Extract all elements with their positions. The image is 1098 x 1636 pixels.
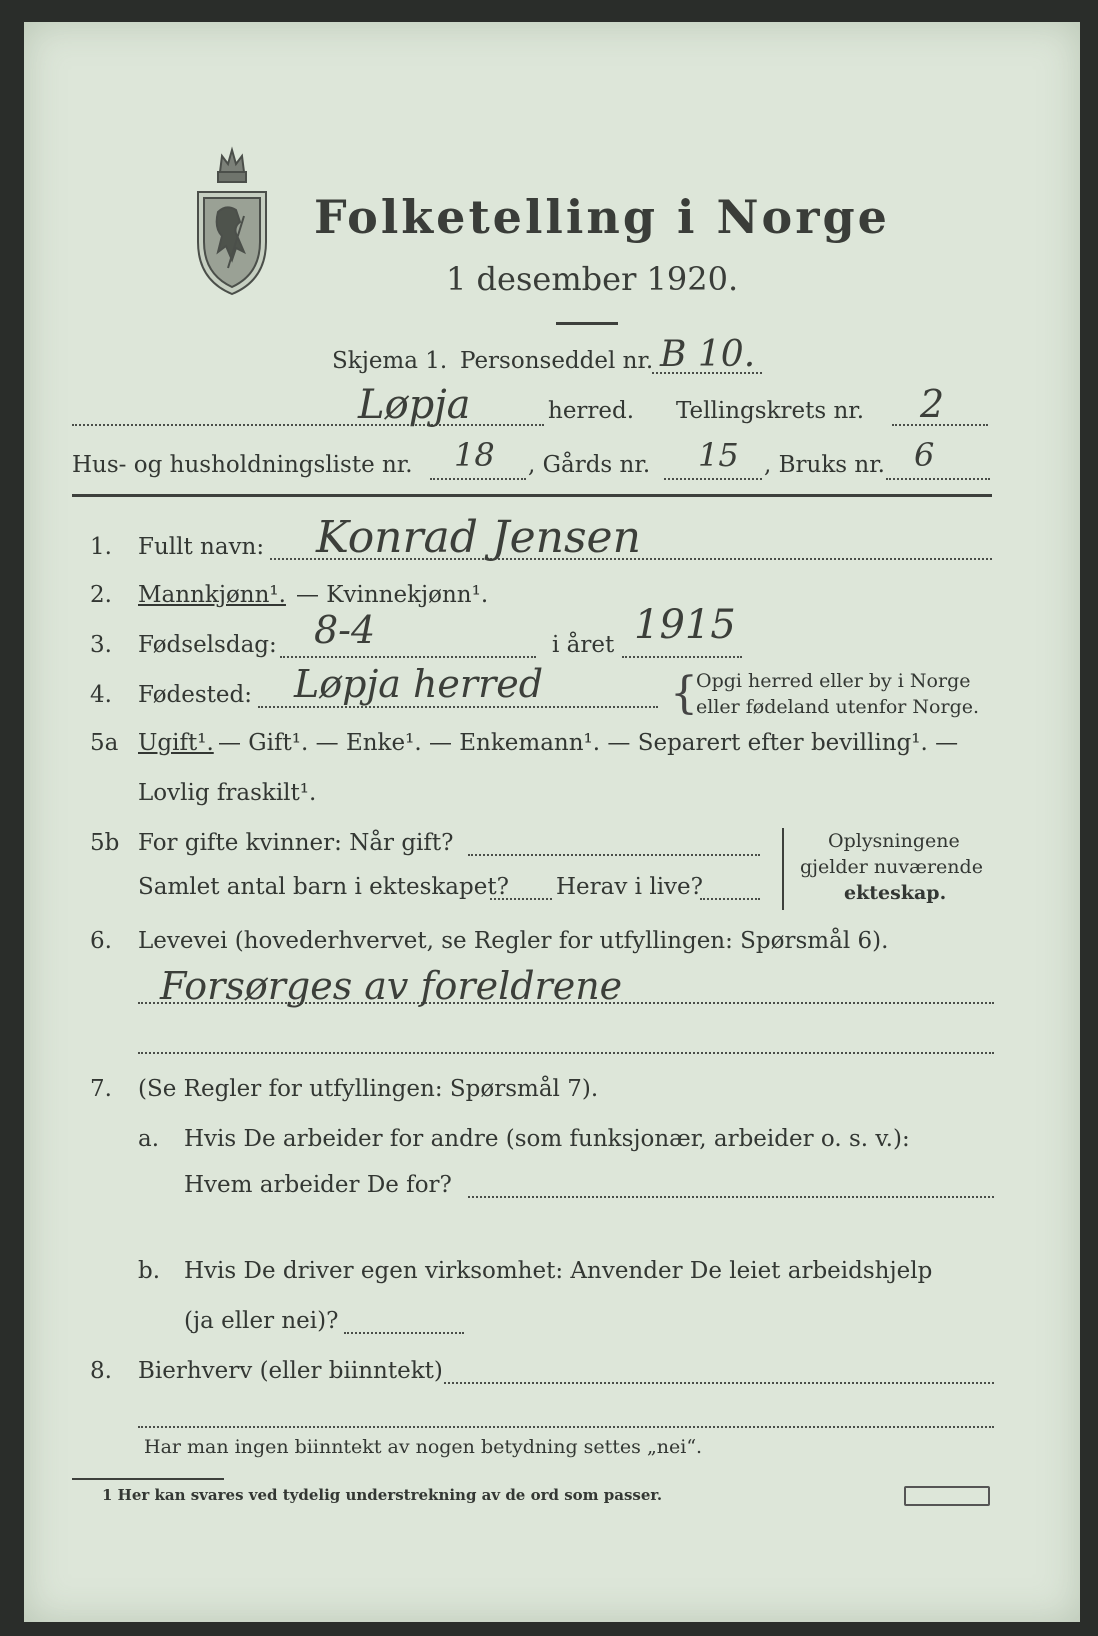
q7b-line2: (ja eller nei)? <box>184 1308 339 1334</box>
gards-value[interactable]: 15 <box>698 436 739 474</box>
gards-line <box>664 478 762 480</box>
q7b-line1: Hvis De driver egen virksomhet: Anvender De leiet arbeidshjelp <box>184 1258 933 1284</box>
census-form-sheet <box>24 22 1080 1622</box>
birthyear-value[interactable]: 1915 <box>634 602 736 648</box>
herred-label: herred. <box>548 398 635 424</box>
q2-number: 2. <box>90 582 112 608</box>
coat-of-arms-icon <box>192 142 272 298</box>
bruks-line <box>886 478 990 480</box>
q8-note: Har man ingen biinntekt av nogen betydning settes „nei“. <box>144 1436 703 1458</box>
title-divider <box>556 322 618 325</box>
q5b-brace-line <box>782 828 784 910</box>
q3-line <box>280 656 536 658</box>
q5a-options: — Gift¹. — Enke¹. — Enkemann¹. — Separert efter bevilling¹. — <box>218 730 959 756</box>
q5a-number: 5a <box>90 730 119 756</box>
q6-line2 <box>138 1052 994 1054</box>
full-name-value[interactable]: Konrad Jensen <box>316 512 641 563</box>
herred-line <box>72 424 544 426</box>
q5a-ugift: Ugift¹. <box>138 730 214 756</box>
q1-label: Fullt navn: <box>138 534 265 560</box>
personseddel-value[interactable]: B 10. <box>660 334 756 375</box>
q5b-note3: ekteskap. <box>844 882 947 904</box>
q7-number: 7. <box>90 1076 112 1102</box>
husliste-label: Hus- og husholdningsliste nr. <box>72 452 413 478</box>
q5b-note2: gjelder nuværende <box>800 856 983 878</box>
skjema-label: Skjema 1. <box>332 348 448 374</box>
q3-number: 3. <box>90 632 112 658</box>
q2-mannkjonn: Mannkjønn¹. <box>138 582 286 608</box>
tellingskrets-value[interactable]: 2 <box>920 382 945 426</box>
q4-number: 4. <box>90 682 112 708</box>
q6-label: Levevei (hovederhvervet, se Regler for utfyllingen: Spørsmål 6). <box>138 928 889 954</box>
q2-kvinnekjonn: — Kvinnekjønn¹. <box>296 582 489 608</box>
personseddel-label: Personseddel nr. <box>460 348 654 374</box>
husliste-value[interactable]: 18 <box>454 436 495 474</box>
bruks-label: , Bruks nr. <box>764 452 885 478</box>
census-date: 1 desember 1920. <box>446 260 739 298</box>
q8-line2 <box>138 1426 994 1428</box>
q3-year-label: i året <box>552 632 615 658</box>
q6-number: 6. <box>90 928 112 954</box>
q4-note-line2: eller fødeland utenfor Norge. <box>696 696 980 718</box>
occupation-value[interactable]: Forsørges av foreldrene <box>160 964 623 1008</box>
q5b-line2a: Samlet antal barn i ekteskapet? <box>138 874 509 900</box>
q1-number: 1. <box>90 534 112 560</box>
q7b-line <box>344 1332 464 1334</box>
q5a-line2: Lovlig fraskilt¹. <box>138 780 317 806</box>
birthdate-value[interactable]: 8-4 <box>314 608 376 652</box>
q7-label: (Se Regler for utfyllingen: Spørsmål 7). <box>138 1076 599 1102</box>
q7b-letter: b. <box>138 1258 161 1284</box>
q8-label: Bierhverv (eller biinntekt) <box>138 1358 443 1384</box>
bruks-value[interactable]: 6 <box>914 436 935 474</box>
q7a-employer-line <box>468 1196 994 1198</box>
q8-line1 <box>444 1382 994 1384</box>
q7a-line2: Hvem arbeider De for? <box>184 1172 452 1198</box>
q5b-note1: Oplysningene <box>828 830 960 852</box>
q8-number: 8. <box>90 1358 112 1384</box>
q4-label: Fødested: <box>138 682 253 708</box>
gards-label: , Gårds nr. <box>528 452 651 478</box>
herred-value[interactable]: Løpja <box>358 382 471 428</box>
q5b-married-line <box>468 854 760 856</box>
q4-brace: { <box>670 668 698 719</box>
form-title: Folketelling i Norge <box>314 190 890 244</box>
footnote-rule <box>72 1478 224 1480</box>
tellingskrets-label: Tellingskrets nr. <box>676 398 865 424</box>
q5b-number: 5b <box>90 830 120 856</box>
q3-label: Fødselsdag: <box>138 632 277 658</box>
q7a-line1: Hvis De arbeider for andre (som funksjonær, arbeider o. s. v.): <box>184 1126 910 1152</box>
birthplace-value[interactable]: Løpja herred <box>294 662 544 706</box>
footnote: 1 Her kan svares ved tydelig understrekning av de ord som passer. <box>102 1486 663 1504</box>
q5b-line1: For gifte kvinner: Når gift? <box>138 830 454 856</box>
q5b-line2b: Herav i live? <box>556 874 703 900</box>
header-rule <box>72 494 992 497</box>
q4-note-line1: Opgi herred eller by i Norge <box>696 670 971 692</box>
husliste-line <box>430 478 526 480</box>
q3-year-line <box>622 656 742 658</box>
q7a-letter: a. <box>138 1126 160 1152</box>
q5b-alive-line <box>700 898 760 900</box>
printer-stamp <box>904 1486 990 1506</box>
q4-line <box>258 706 658 708</box>
q5b-children-line <box>490 898 552 900</box>
